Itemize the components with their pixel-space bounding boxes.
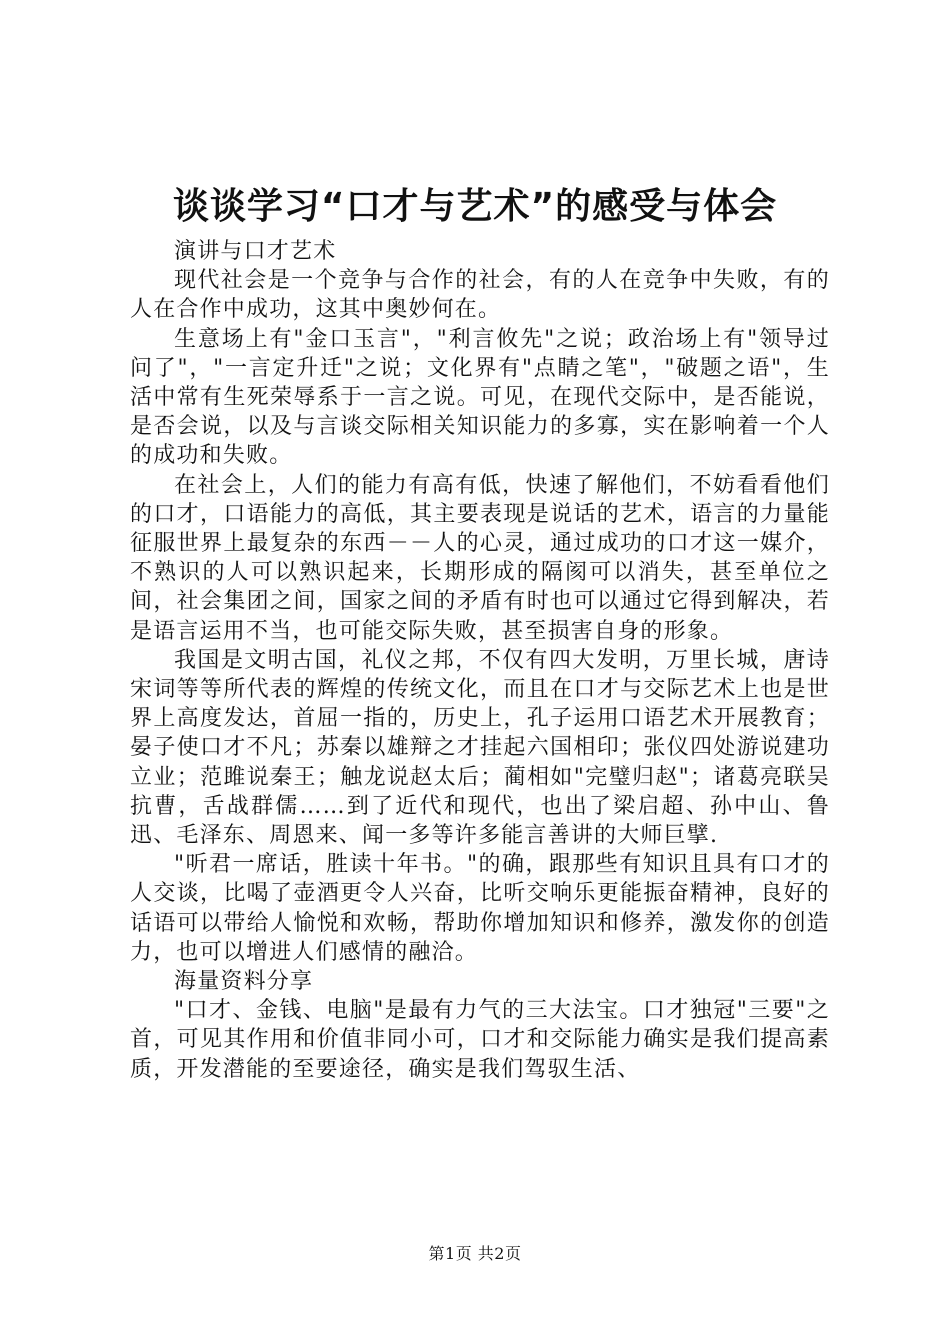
paragraph: "听君一席话，胜读十年书。"的确，跟那些有知识且具有口才的人交谈，比喝了壶酒更令人兴奋，比听交响乐更能振奋精神，良好的话语可以带给人愉悦和欢畅，帮助你增加知识和修养，激发你的创造力，也可以增进人们感情的融洽。 <box>130 852 830 965</box>
paragraph-heading: 海量资料分享 <box>174 969 314 995</box>
paragraph: 现代社会是一个竞争与合作的社会，有的人在竞争中失败，有的人在合作中成功，这其中奥妙何在。 <box>130 268 830 323</box>
paragraph-subtitle: 演讲与口才艺术 <box>174 239 337 264</box>
document-body <box>130 237 830 1084</box>
paragraph: "口才、金钱、电脑"是最有力气的三大法宝。口才独冠"三要"之首，可见其作用和价值非同小可，口才和交际能力确实是我们提高素质，开发潜能的至要途径，确实是我们驾驭生活、 <box>130 998 830 1082</box>
document-title: 谈谈学习“口才与艺术”的感受与体会 <box>172 186 778 227</box>
paragraph: 我国是文明古国，礼仪之邦，不仅有四大发明，万里长城，唐诗宋词等等所代表的辉煌的传统文化，而且在口才与交际艺术上也是世界上高度发达，首屈一指的，历史上，孔子运用口语艺术开展教育；晏子使口才不凡；苏秦以雄辩之才挂起六国相印；张仪四处游说建功立业；范雎说秦王；触龙说赵太后；蔺相如"完璧归赵"；诸葛亮联吴抗曹，舌战群儒……到了近代和现代，也出了梁启超、孙中山、鲁迅、毛泽东、周恩来、闻一多等许多能言善讲的大师巨擘. <box>130 647 830 849</box>
paragraph: 在社会上，人们的能力有高有低，快速了解他们，不妨看看他们的口才，口语能力的高低，其主要表现是说话的艺术，语言的力量能征服世界上最复杂的东西－－人的心灵，通过成功的口才这一媒介，不熟识的人可以熟识起来，长期形成的隔阂可以消失，甚至单位之间，社会集团之间，国家之间的矛盾有时也可以通过它得到解决，若是语言运用不当，也可能交际失败，甚至损害自身的形象。 <box>130 472 830 644</box>
page-number-footer: 第1页 共2页 <box>428 1244 522 1263</box>
paragraph: 生意场上有"金口玉言"，"利言攸先"之说；政治场上有"领导过问了"，"一言定升迁"之说；文化界有"点睛之笔"，"破题之语"，生活中常有生死荣辱系于一言之说。可见，在现代交际中，是否能说，是否会说，以及与言谈交际相关知识能力的多寡，实在影响着一个人的成功和失败。 <box>130 326 830 469</box>
